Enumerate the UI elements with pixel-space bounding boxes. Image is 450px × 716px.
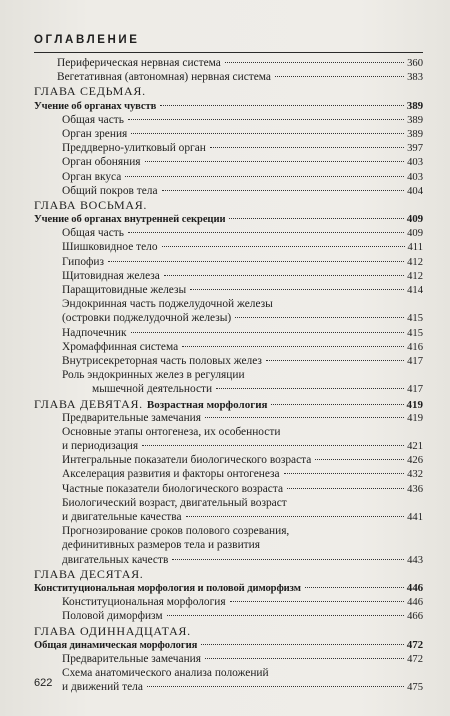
header-rule [34,52,423,53]
dot-leader [230,601,404,602]
entry-title: Орган обоняния [62,156,141,169]
chapter-label: ГЛАВА ДЕВЯТАЯ. [34,396,143,411]
entry-title: Хромаффинная система [62,340,179,353]
page-ref: 409 [406,213,423,226]
toc-entry[interactable] [34,283,423,297]
toc-entry[interactable] [34,368,423,382]
dot-leader [275,76,404,77]
toc-entry[interactable] [34,354,423,368]
entry-title: Надпочечник [62,326,127,339]
toc-entry[interactable] [34,595,423,609]
dot-leader [266,360,404,361]
dot-leader [210,147,404,148]
dot-leader [162,246,405,247]
dot-leader [190,289,404,290]
entry-title: и двигательные качества [62,511,182,523]
toc-entry[interactable] [34,113,423,127]
toc-entry[interactable] [34,326,423,340]
page-ref: 389 [407,128,423,140]
toc-entry[interactable] [34,70,423,84]
page-ref: 466 [407,611,423,623]
toc-entry[interactable] [34,453,423,467]
entry-title: Учение об органах чувств [34,100,157,112]
page-ref: 409 [407,228,423,240]
toc-section[interactable] [34,212,423,226]
page-ref: 432 [407,469,423,481]
toc-entry[interactable] [34,439,423,453]
entry-title: Шишковидное тело [62,241,158,254]
page-ref: 475 [407,682,423,694]
toc-entry[interactable] [34,553,423,567]
dot-leader [167,615,405,616]
page-ref: 415 [407,327,423,339]
entry-title: Общая динамическая морфология [34,639,198,651]
page-ref: 403 [407,171,423,183]
dot-leader [229,218,403,219]
dot-leader [271,404,403,405]
toc-section[interactable] [34,638,423,652]
chapter-heading: ГЛАВА ВОСЬМАЯ. [34,197,148,212]
entry-title: Учение об органах внутренней секреции [34,214,226,226]
dot-leader [164,275,404,276]
chapter-heading: ГЛАВА СЕДЬМАЯ. [34,84,146,99]
dot-leader [160,105,404,106]
entry-title: и периодизация [62,440,139,453]
toc-entry[interactable] [34,240,423,254]
toc-entry[interactable] [34,226,423,240]
entry-title: двигательных качеств [62,553,169,566]
chapter-heading: ГЛАВА ДЕСЯТАЯ. [34,566,144,581]
toc-entry[interactable] [34,482,423,496]
page-number: 622 [34,677,53,689]
entry-title: Периферическая нервная система [57,57,221,69]
toc-entry[interactable] [34,311,423,325]
entry-title: Гипофиз [62,255,105,268]
page-header-title: ОГЛАВЛЕНИЕ [34,34,140,46]
toc-section[interactable] [34,99,423,113]
entry-title: дефинитивных размеров тела и развития [62,539,260,552]
toc-entry[interactable] [34,155,423,169]
toc-entry[interactable] [34,538,423,552]
entry-title: Акселерация развития и факторы онтогенеза [62,468,280,481]
entry-title: мышечной деятельности [92,383,213,396]
entry-title: Прогнозирование сроков полового созревания, [62,525,290,538]
page-ref: 426 [407,455,423,467]
chapter-heading[interactable] [34,397,423,411]
dot-leader [147,686,404,687]
toc-entry[interactable] [34,510,423,524]
entry-title: Орган зрения [62,127,128,140]
entry-title: Внутрисекреторная часть половых желез [62,354,262,367]
dot-leader [305,587,404,588]
dot-leader [182,346,404,347]
page-ref: 443 [407,554,423,566]
entry-title: Эндокринная часть поджелудочной железы [62,298,273,311]
toc-entry[interactable] [34,652,423,666]
page-ref: 417 [407,384,423,396]
dot-leader [186,516,405,517]
entry-title: Половой диморфизм [62,610,163,623]
dot-leader [162,190,405,191]
toc-entry[interactable] [34,666,423,680]
chapter-heading: ГЛАВА ОДИННАДЦАТАЯ. [34,623,191,638]
page-ref: 389 [407,114,423,126]
dot-leader [225,62,404,63]
page-ref: 441 [407,512,423,523]
toc-entry[interactable] [34,170,423,184]
page-ref: 416 [407,341,423,353]
entry-title: Орган вкуса [62,170,122,183]
dot-leader [131,133,404,134]
page-ref: 414 [407,285,423,296]
entry-title: и движений тела [62,681,143,694]
entry-title: Конституциональная морфология и половой диморфизм [34,582,301,594]
toc-entry[interactable] [34,467,423,481]
dot-leader [108,261,404,262]
entry-title: Общая часть [62,113,124,126]
entry-title: Роль эндокринных желез в регуляции [62,369,245,382]
page-ref: 389 [406,99,423,112]
dot-leader [205,658,404,659]
toc-entry[interactable] [34,255,423,269]
entry-title: Частные показатели биологического возраста [62,482,284,495]
entry-title: Схема анатомического анализа положений [62,667,269,680]
page-ref: 417 [407,355,423,367]
dot-leader [172,559,404,560]
toc-entry[interactable] [34,680,423,694]
dot-leader [205,417,404,418]
toc-entry[interactable] [34,127,423,141]
toc-entry[interactable] [34,411,423,425]
entry-title: Биологический возраст, двигательный возраст [62,496,287,509]
page-ref: 446 [407,597,423,609]
page-ref: 446 [406,581,423,594]
page-ref: 403 [407,157,423,169]
toc-entry[interactable] [34,524,423,538]
toc-entry[interactable] [34,496,423,510]
entry-title: Преддверно-улитковый орган [62,142,206,155]
dot-leader [284,473,405,474]
page-ref: 472 [407,653,423,665]
dot-leader [201,644,404,645]
entry-title: (островки поджелудочной железы) [62,312,232,325]
page-ref: 360 [407,58,423,69]
dot-leader [142,445,404,446]
dot-leader [315,459,404,460]
toc-entry[interactable] [34,269,423,283]
entry-title: Общий покров тела [62,184,158,197]
entry-title: Паращитовидные железы [62,284,187,296]
page-ref: 419 [407,412,423,424]
entry-title: Вегетативная (автономная) нервная система [57,71,271,84]
dot-leader [128,119,404,120]
toc-entry[interactable] [34,56,423,70]
page-ref: 472 [406,638,423,651]
dot-leader [216,388,404,389]
page-ref: 419 [406,398,423,411]
page-ref: 383 [407,72,423,84]
page-ref: 411 [407,242,423,254]
page-ref: 412 [407,270,423,282]
dot-leader [235,317,404,318]
toc-entry[interactable] [34,297,423,311]
dot-leader [128,232,404,233]
toc-entry[interactable] [34,609,423,623]
toc-entry[interactable] [34,425,423,439]
entry-title: Основные этапы онтогенеза, их особенности [62,425,281,438]
entry-title: Конституциональная морфология [62,596,226,609]
entry-title: Щитовидная железа [62,269,160,282]
page-ref: 404 [407,185,423,197]
page-ref: 436 [407,483,423,495]
dot-leader [145,161,405,162]
toc-entry[interactable] [34,340,423,354]
dot-leader [131,332,405,333]
toc-entry[interactable] [34,184,423,198]
page-ref: 412 [407,256,423,268]
entry-title: Общая часть [62,227,124,240]
entry-title: Предварительные замечания [62,652,202,665]
page-ref: 397 [407,143,423,155]
page-ref: 415 [407,313,423,325]
toc-section[interactable] [34,581,423,595]
table-of-contents [34,56,423,694]
page-ref: 421 [407,441,423,453]
dot-leader [125,176,404,177]
entry-title: Интегральные показатели биологического возраста [62,454,312,467]
toc-entry[interactable] [34,382,423,396]
toc-entry[interactable] [34,141,423,155]
entry-title: Предварительные замечания [62,411,202,424]
dot-leader [287,488,404,489]
section-title: Возрастная морфология [146,398,268,411]
